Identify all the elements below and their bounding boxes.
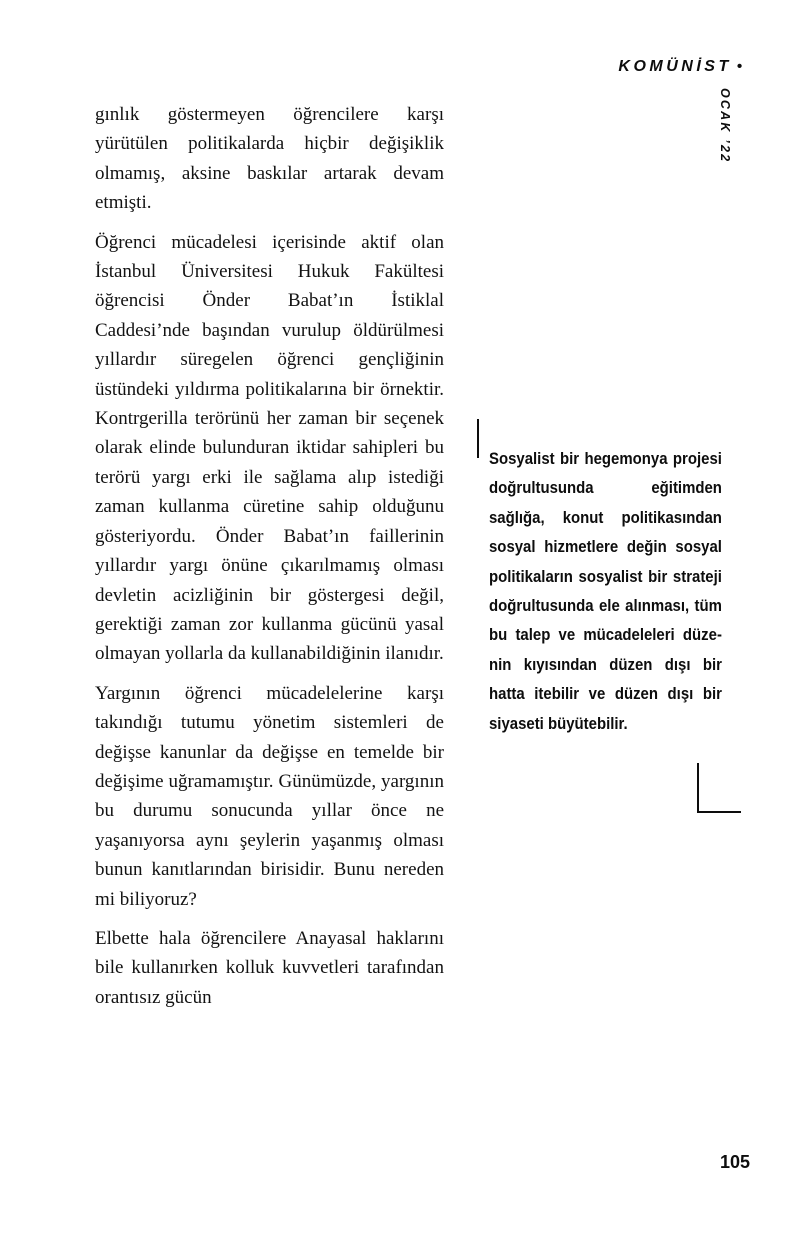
quote-bracket-bottom-icon [697,763,741,813]
body-paragraph: Yargının öğrenci mücadelelerine karşı takındığı tutumu yönetim sistemleri de değişse kanunlar da değişse en temelde bir değişime uğramamıştır. Günümüzde, yargının bu durumu sonucunda yıllar önce ne yaşanıyorsa aynı şeylerin yaşanmış olması bunun kanıtlarından birisidir. Bunu nereden mi biliyoruz? [95,682,444,910]
journal-name: KOMÜNİST [618,58,732,75]
pull-quote-text: Sosyalist bir hegemonya projesi doğrultusunda eğitimden sağlığa, konut politikasından sosyal hizmetlere değin sosyal politikaların sosyalist bir strateji doğrultusunda ele alınması, tüm bu talep ve mücadeleleri düzenin kıyısından düzen dışı bir hatta itebilir ve düzen dışı bir siyaseti büyütebilir. [489,449,722,733]
journal-title [618,58,742,76]
bullet-icon: • [736,58,742,75]
body-paragraph: gınlık göstermeyen öğrencilere karşı yürütülen politikalarda hiçbir değişiklik olmamış, aksine baskılar artarak devam etmişti. [95,104,444,214]
body-paragraph: Elbette hala öğrencilere Anayasal haklarını bile kullanırken kolluk kuvvetleri tarafından orantısız gücün [95,927,444,1008]
pull-quote [489,444,722,738]
page-number: 105 [719,1152,750,1172]
issue-date: OCAK ’22 [718,88,732,164]
body-paragraph: Öğrenci mücadelesi içerisinde aktif olan İstanbul Üniversitesi Hukuk Fakültesi öğrencisi Önder Babat’ın İstiklal Caddesi’nde başından vurulup öldürülmesi yıllardır süregelen öğrenci gençliğinin üstündeki yıldırma politikalarına bir örnektir. Kontrgerilla terörünü her zaman bir seçenek olarak elinde bulunduran iktidar sahipleri bu terörü yargı erki ile sağlama alıp istediği zaman kullanma cüretine sahip olduğunu gösteriyordu. Önder Babat’ın faillerinin yıllardır yargı önüne çıkarılmamış olması devletin acizliğinin bir göstergesi değil, gerektiği zaman zor kullanma gücünü yasal olmayan yollarla da kullanabildiğinin ilanıdır. [95,231,444,665]
article-body [95,100,444,1012]
quote-bracket-top-icon [477,419,479,458]
